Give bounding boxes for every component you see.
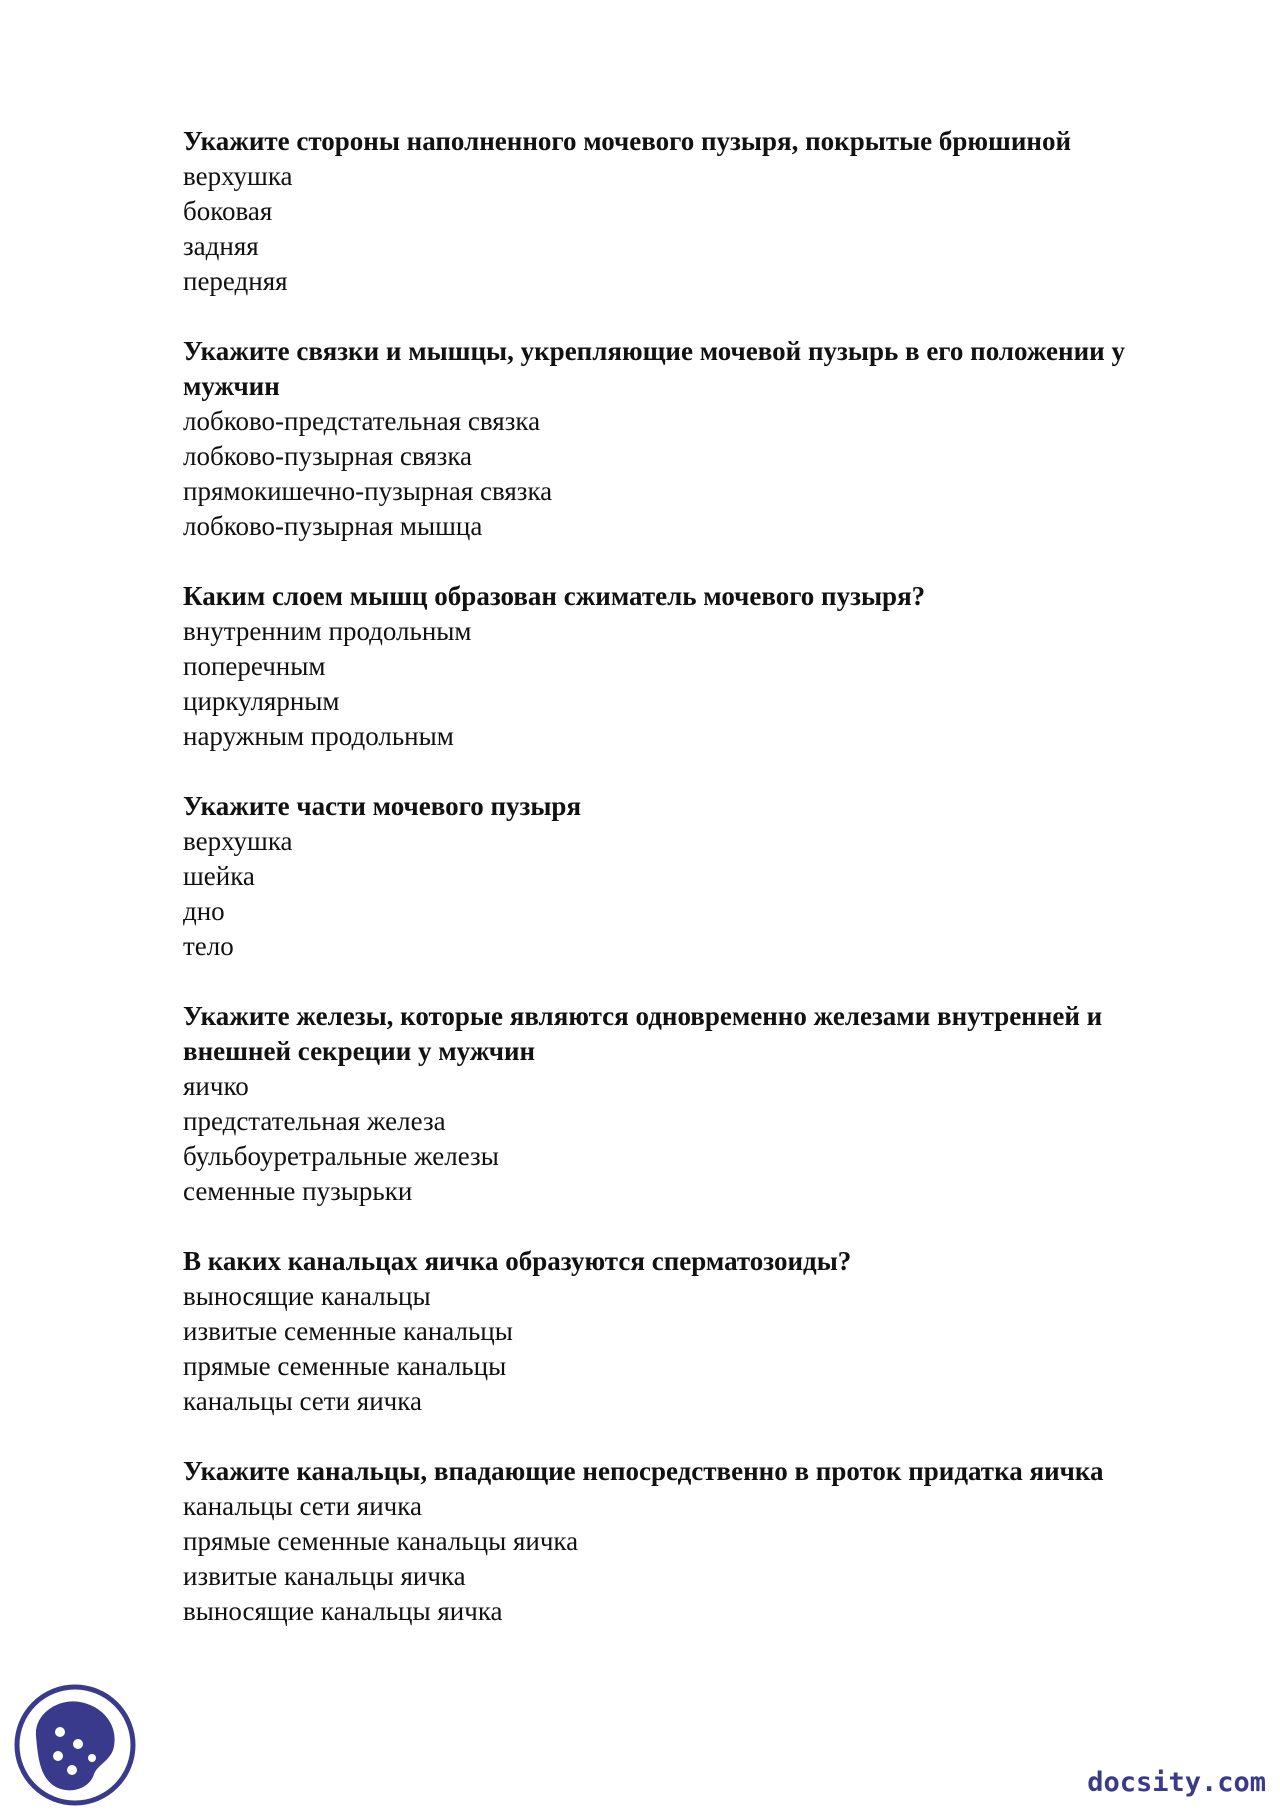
answer-option: верхушка	[183, 826, 293, 856]
answer-option: передняя	[183, 266, 288, 296]
answer-option: выносящие канальцы	[183, 1281, 431, 1311]
question-title: Укажите железы, которые являются одновременно железами внутренней и внешней секреции у мужчин	[183, 1001, 1103, 1066]
answer-option: внутренним продольным	[183, 616, 472, 646]
question-block-4	[183, 789, 1203, 964]
answer-option: предстательная железа	[183, 1106, 446, 1136]
question-block-2	[183, 334, 1203, 544]
question-title: В каких канальцах яичка образуются сперматозоиды?	[183, 1246, 852, 1276]
answer-option: выносящие канальцы яичка	[183, 1596, 503, 1626]
answer-option: извитые канальцы яичка	[183, 1561, 466, 1591]
question-title: Укажите стороны наполненного мочевого пузыря, покрытые брюшиной	[183, 126, 1072, 156]
answer-option: дно	[183, 896, 225, 926]
answer-option: лобково-предстательная связка	[183, 406, 541, 436]
answer-option: канальцы сети яичка	[183, 1386, 422, 1416]
answer-option: поперечным	[183, 651, 326, 681]
question-block-5	[183, 999, 1203, 1209]
answer-option: наружным продольным	[183, 721, 454, 751]
answer-option: лобково-пузырная мышца	[183, 511, 483, 541]
question-block-3	[183, 579, 1203, 754]
answer-option: прямокишечно-пузырная связка	[183, 476, 553, 506]
answer-option: лобково-пузырная связка	[183, 441, 473, 471]
question-block-6	[183, 1244, 1203, 1419]
question-title: Укажите связки и мышцы, укрепляющие мочевой пузырь в его положении у мужчин	[183, 336, 1125, 401]
answer-option: задняя	[183, 231, 259, 261]
answer-option: верхушка	[183, 161, 293, 191]
answer-option: семенные пузырьки	[183, 1176, 413, 1206]
question-title: Укажите канальцы, впадающие непосредственно в проток придатка яичка	[183, 1456, 1104, 1486]
answer-option: тело	[183, 931, 234, 961]
question-block-7	[183, 1454, 1203, 1629]
docsity-logo-icon[interactable]	[14, 1684, 136, 1806]
answer-option: извитые семенные канальцы	[183, 1316, 513, 1346]
answer-option: шейка	[183, 861, 255, 891]
answer-option: циркулярным	[183, 686, 340, 716]
question-title: Каким слоем мышц образован сжиматель мочевого пузыря?	[183, 581, 926, 611]
answer-option: бульбоуретральные железы	[183, 1141, 499, 1171]
question-block-1	[183, 124, 1203, 299]
question-title: Укажите части мочевого пузыря	[183, 791, 582, 821]
answer-option: боковая	[183, 196, 273, 226]
answer-option: прямые семенные канальцы	[183, 1351, 507, 1381]
docsity-brand-link[interactable]: docsity.com	[1087, 1767, 1266, 1798]
document-body	[183, 124, 1203, 1664]
answer-option: яичко	[183, 1071, 249, 1101]
answer-option: канальцы сети яичка	[183, 1491, 422, 1521]
answer-option: прямые семенные канальцы яичка	[183, 1526, 579, 1556]
